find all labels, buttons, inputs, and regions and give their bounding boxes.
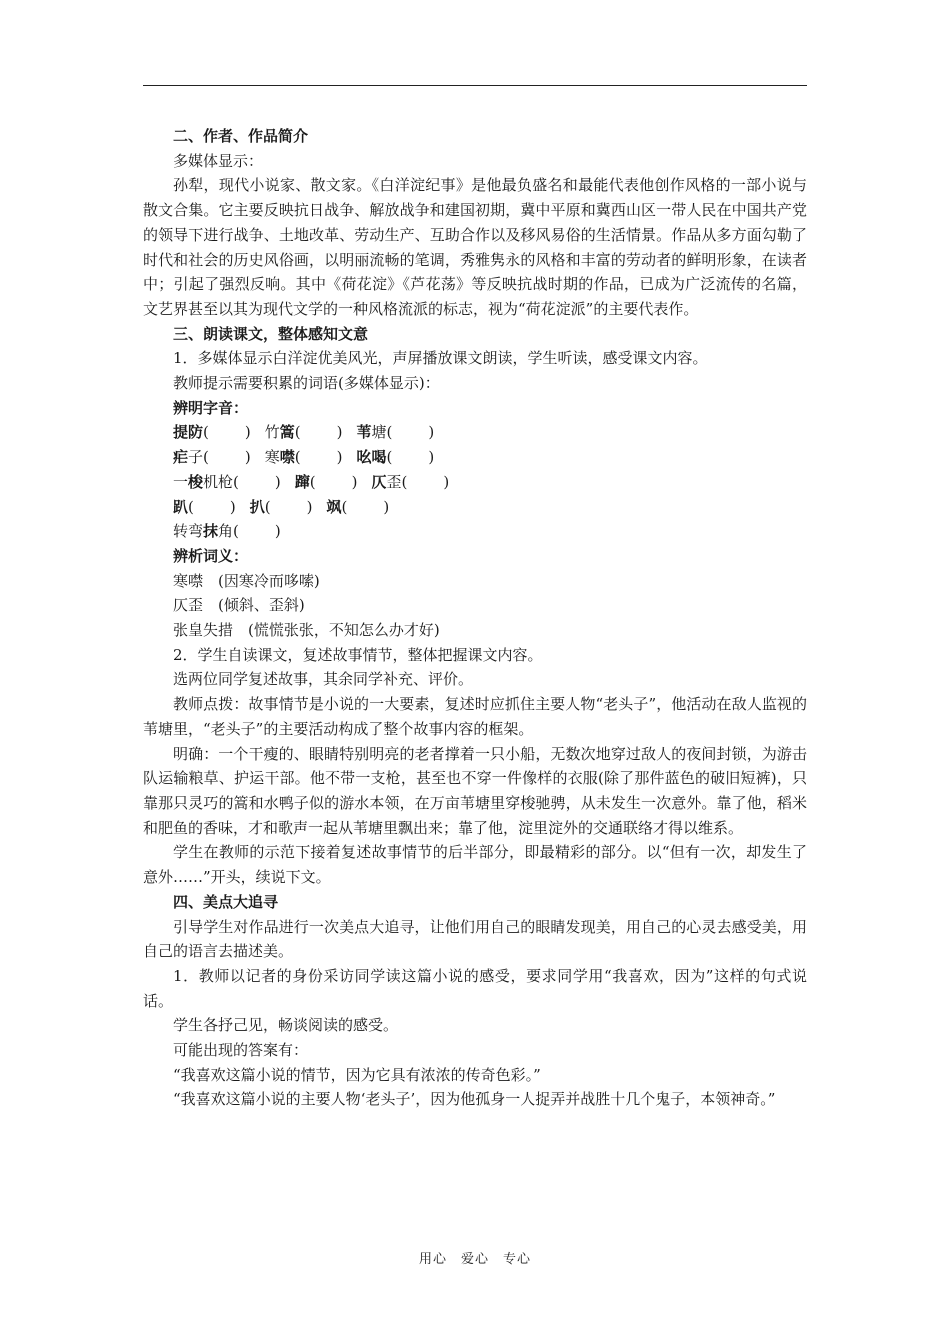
paragraph-sunli: 孙犁，现代小说家、散文家。《白洋淀纪事》是他最负盛名和最能代表他创作风格的一部小说与散文合集。它主要反映抗日战争、解放战争和建国初期，冀中平原和冀西山区一带人民在中国共产党的领导下进行战争、土地改革、劳动生产、互助合作以及移风易俗的生活情景。作品从多方面勾勒了时代和社会的历史风俗画，以明丽流畅的笔调，秀雅隽永的风格和丰富的劳动者的鲜明形象，在读者中；引起了强烈反响。其中《荷花淀》《芦花荡》等反映抗战时期的作品，已成为广泛流传的名篇，文艺界甚至以其为现代文学的一种风格流派的标志，视为“荷花淀派”的主要代表作。 [143, 176, 807, 318]
paragraph-student-follow: 学生在教师的示范下接着复述故事情节的后半部分，即最精彩的部分。以“但有一次，却发生了意外……”开头，续说下文。 [143, 843, 807, 887]
pronunciation-row-2: 疟子( ) 寒噤( ) 吆喝( ) [173, 448, 435, 467]
page-footer: 用心 爱心 专心 [418, 1252, 531, 1267]
pronunciation-heading: 辨明字音： [173, 398, 249, 417]
analysis-item: 张皇失措 (慌慌张张，不知怎么办才好) [173, 621, 440, 640]
paragraph-interview: 1．教师以记者的身份采访同学读这篇小说的感受，要求同学用“我喜欢，因为”这样的句式说话。 [143, 966, 807, 1010]
paragraph-step1: 1．多媒体显示白洋淀优美风光，声屏播放课文朗读，学生听读，感受课文内容。 [173, 349, 708, 368]
analysis-item: 仄歪 (倾斜、歪斜) [173, 596, 305, 615]
section-heading-beauty: 四、美点大追寻 [173, 892, 279, 911]
pronunciation-row-3: 一梭机枪( ) 蹿( ) 仄歪( ) [173, 472, 450, 491]
pron-word: 提防 [173, 423, 204, 442]
answer-quote: “我喜欢这篇小说的主要人物‘老头子’，因为他孤身一人捉弄并战胜十几个鬼子，本领神奇。” [173, 1090, 776, 1109]
paragraph-vocab-hint: 教师提示需要积累的词语(多媒体显示)： [173, 374, 440, 393]
paragraph-clarify: 明确：一个干瘦的、眼睛特别明亮的老者撑着一只小船，无数次地穿过敌人的夜间封锁，为游击队运输粮草、护运干部。他不带一支枪，甚至也不穿一件像样的衣服(除了那件蓝色的破旧短裤)，只靠那只灵巧的篙和水鸭子似的游水本领，在万亩苇塘里穿梭驰骋，从未发生一次意外。靠了他，稻米和肥鱼的香味，才和歌声一起从苇塘里飘出来；靠了他，淀里淀外的交通联络才得以维系。 [143, 744, 807, 837]
analysis-item: 寒噤 (因寒冷而哆嗦) [173, 571, 320, 590]
pronunciation-row-4: 趴( ) 扒( ) 飒( ) [173, 497, 390, 516]
paragraph-step2: 2．学生自读课文，复述故事情节，整体把握课文内容。 [173, 645, 543, 664]
header-rule [143, 85, 807, 86]
paragraph-teacher-tip: 教师点拨：故事情节是小说的一大要素，复述时应抓住主要人物“老头子”，他活动在敌人监视的苇塘里，“老头子”的主要活动构成了整个故事内容的框架。 [143, 695, 807, 738]
analysis-heading: 辨析词义： [173, 546, 249, 565]
paragraph-guide: 引导学生对作品进行一次美点大追寻，让他们用自己的眼睛发现美，用自己的心灵去感受美，用自己的语言去描述美。 [143, 917, 807, 961]
section-heading-reading: 三、朗读课文，整体感知文意 [173, 324, 369, 343]
paragraph-students-share: 学生各抒己见，畅谈阅读的感受。 [173, 1016, 399, 1035]
pronunciation-row-1: 提防( ) 竹篙( ) 苇塘( ) [173, 423, 435, 442]
paragraph-multimedia: 多媒体显示： [173, 151, 264, 170]
pronunciation-row-5: 转弯抹角( ) [173, 522, 281, 541]
answer-quote: “我喜欢这篇小说的情节，因为它具有浓浓的传奇色彩。” [173, 1065, 541, 1084]
document-body [143, 124, 807, 1112]
paragraph-retell: 选两位同学复述故事，其余同学补充、评价。 [173, 670, 474, 689]
paragraph-possible: 可能出现的答案有： [173, 1041, 309, 1060]
section-heading-author: 二、作者、作品简介 [173, 127, 309, 145]
